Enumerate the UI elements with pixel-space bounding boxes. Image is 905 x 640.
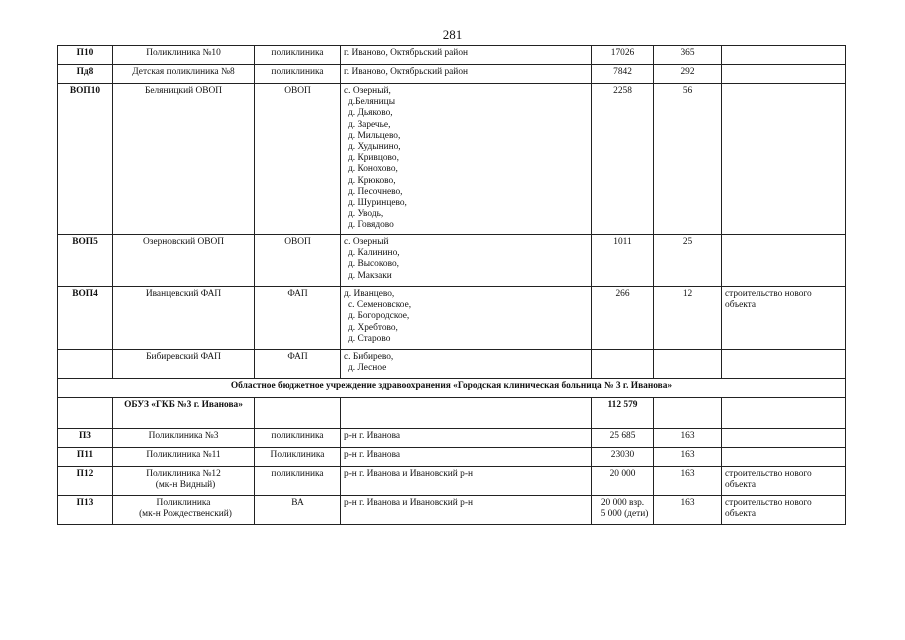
service-area-line: д. Песочнево, xyxy=(348,186,403,197)
service-area-line: д. Лесное xyxy=(348,363,387,374)
facility-code: П11 xyxy=(58,448,113,467)
service-area xyxy=(341,287,592,350)
facility-type: поликлиника xyxy=(255,65,341,84)
table-row xyxy=(58,467,846,496)
capacity-value: 292 xyxy=(654,65,722,84)
capacity-value: 163 xyxy=(654,496,722,525)
section-header-row xyxy=(58,379,846,398)
capacity-value: 365 xyxy=(654,46,722,65)
facility-name: Бибиревский ФАП xyxy=(113,350,255,379)
note-cell xyxy=(722,235,846,287)
facility-name-line: Поликлиника №11 xyxy=(146,450,221,460)
service-area-line: д. Богородское, xyxy=(348,311,410,322)
service-area-line: д. Уводь, xyxy=(348,209,384,220)
population-count-line: 5 000 (дети) xyxy=(600,509,649,520)
service-area xyxy=(341,448,592,467)
service-area-line: д. Калинино, xyxy=(348,248,400,259)
service-area xyxy=(341,429,592,448)
table-row xyxy=(58,429,846,448)
facility-code: Пд8 xyxy=(58,65,113,84)
facility-type: ФАП xyxy=(255,287,341,350)
facility-type: Поликлиника xyxy=(255,448,341,467)
facility-name-line: (мк-н Рождественский) xyxy=(139,509,232,520)
facility-type: ОВОП xyxy=(255,84,341,235)
note-cell xyxy=(722,84,846,235)
table-body-bottom xyxy=(58,429,846,525)
facility-name-line: (мк-н Видный) xyxy=(155,480,216,491)
service-area-line: с. Бибирево, xyxy=(344,352,394,362)
facility-code: П13 xyxy=(58,496,113,525)
service-area-line: д. Заречье, xyxy=(348,119,391,130)
facility-code: П3 xyxy=(58,429,113,448)
facility-type: ОВОП xyxy=(255,235,341,287)
service-area-line: д. Иванцево, xyxy=(344,289,395,299)
section-title: Областное бюджетное учреждение здравоохранения «Городская клиническая больница № 3 г. Иванова» xyxy=(58,379,846,398)
service-area-line: с. Семеновское, xyxy=(348,300,412,311)
table-row xyxy=(58,496,846,525)
org-name: ОБУЗ «ГКБ №3 г. Иванова» xyxy=(113,398,255,429)
population-count-line: 23030 xyxy=(610,450,635,460)
table-row xyxy=(58,287,846,350)
facility-code: ВОП4 xyxy=(58,287,113,350)
org-row xyxy=(58,398,846,429)
service-area-line: д. Макзаки xyxy=(348,270,392,281)
capacity-value: 163 xyxy=(654,467,722,496)
facilities-table xyxy=(57,45,846,525)
org-address-cell xyxy=(341,398,592,429)
table-row xyxy=(58,350,846,379)
capacity-value: 12 xyxy=(654,287,722,350)
org-visits-cell xyxy=(654,398,722,429)
facility-name xyxy=(113,448,255,467)
facility-code xyxy=(58,350,113,379)
facility-code: П10 xyxy=(58,46,113,65)
population-count-line: 20 000 взр. xyxy=(600,498,645,508)
service-area-line: д. Мильцево, xyxy=(348,130,401,141)
facility-code: ВОП10 xyxy=(58,84,113,235)
service-area xyxy=(341,84,592,235)
facility-code: П12 xyxy=(58,467,113,496)
table-row xyxy=(58,65,846,84)
table-row xyxy=(58,84,846,235)
note-cell: строительство нового объекта xyxy=(722,467,846,496)
service-area-line: д. Дьяково, xyxy=(348,108,393,119)
facility-type: поликлиника xyxy=(255,429,341,448)
table-row xyxy=(58,235,846,287)
service-area xyxy=(341,496,592,525)
facility-name xyxy=(113,429,255,448)
org-type-cell xyxy=(255,398,341,429)
service-area-line: с. Озерный, xyxy=(344,86,391,96)
table-row xyxy=(58,46,846,65)
facility-name: Иванцевский ФАП xyxy=(113,287,255,350)
facility-type: поликлиника xyxy=(255,467,341,496)
capacity-value: 163 xyxy=(654,448,722,467)
service-area xyxy=(341,350,592,379)
capacity-value: 25 xyxy=(654,235,722,287)
service-area xyxy=(341,467,592,496)
population-count: 266 xyxy=(592,287,654,350)
population-count xyxy=(592,467,654,496)
service-area xyxy=(341,235,592,287)
population-count: 17026 xyxy=(592,46,654,65)
note-cell xyxy=(722,65,846,84)
facility-type: ФАП xyxy=(255,350,341,379)
service-area-line: д. Коноховo, xyxy=(348,164,398,175)
note-cell xyxy=(722,46,846,65)
facility-name: Беляницкий ОВОП xyxy=(113,84,255,235)
section-block xyxy=(58,379,846,429)
service-area-line: р-н г. Иванова xyxy=(344,431,401,441)
org-code-cell xyxy=(58,398,113,429)
service-area-line: д. Худынино, xyxy=(348,142,401,153)
service-area-line: с. Озерный xyxy=(344,237,389,247)
service-area-line: р-н г. Иванова и Ивановский р-н xyxy=(344,469,473,479)
service-area-line: г. Иваново, Октябрьский район xyxy=(344,67,469,77)
service-area-line: г. Иваново, Октябрьский район xyxy=(344,48,469,58)
org-total: 112 579 xyxy=(592,398,654,429)
note-cell xyxy=(722,448,846,467)
service-area-line: р-н г. Иванова и Ивановский р-н xyxy=(344,498,473,508)
service-area-line: р-н г. Иванова xyxy=(344,450,401,460)
facility-name: Поликлиника №10 xyxy=(113,46,255,65)
service-area-line: д. Кривцово, xyxy=(348,153,399,164)
facility-name xyxy=(113,496,255,525)
note-cell xyxy=(722,350,846,379)
population-count-line: 25 685 xyxy=(609,431,636,441)
table-body-top xyxy=(58,46,846,379)
service-area-line: д.Беляницы xyxy=(348,97,395,108)
service-area-line: д. Крюково, xyxy=(348,175,396,186)
facility-name xyxy=(113,467,255,496)
population-count: 1011 xyxy=(592,235,654,287)
org-note-cell xyxy=(722,398,846,429)
service-area-line: д. Говядово xyxy=(348,220,394,231)
capacity-value: 56 xyxy=(654,84,722,235)
service-area-line: д. Хребтово, xyxy=(348,322,398,333)
facility-type: ВА xyxy=(255,496,341,525)
facility-name-line: Поликлиника xyxy=(156,498,211,508)
facility-name: Озерновский ОВОП xyxy=(113,235,255,287)
note-cell xyxy=(722,429,846,448)
facility-type: поликлиника xyxy=(255,46,341,65)
facility-name-line: Поликлиника №3 xyxy=(148,431,219,441)
service-area-line: д. Высоково, xyxy=(348,259,400,270)
population-count: 2258 xyxy=(592,84,654,235)
note-cell: строительство нового объекта xyxy=(722,496,846,525)
facility-code: ВОП5 xyxy=(58,235,113,287)
page-number: 281 xyxy=(442,27,463,42)
facility-name: Детская поликлиника №8 xyxy=(113,65,255,84)
facility-name-line: Поликлиника №12 xyxy=(146,469,221,479)
population-count xyxy=(592,429,654,448)
capacity-value: 163 xyxy=(654,429,722,448)
service-area xyxy=(341,65,592,84)
population-count xyxy=(592,496,654,525)
note-cell: строительство нового объекта xyxy=(722,287,846,350)
service-area-line: д. Шуринцево, xyxy=(348,198,407,209)
service-area xyxy=(341,46,592,65)
population-count xyxy=(592,448,654,467)
population-count: 7842 xyxy=(592,65,654,84)
population-count xyxy=(592,350,654,379)
service-area-line: д. Старово xyxy=(348,333,391,344)
population-count-line: 20 000 xyxy=(609,469,636,479)
capacity-value xyxy=(654,350,722,379)
table-row xyxy=(58,448,846,467)
